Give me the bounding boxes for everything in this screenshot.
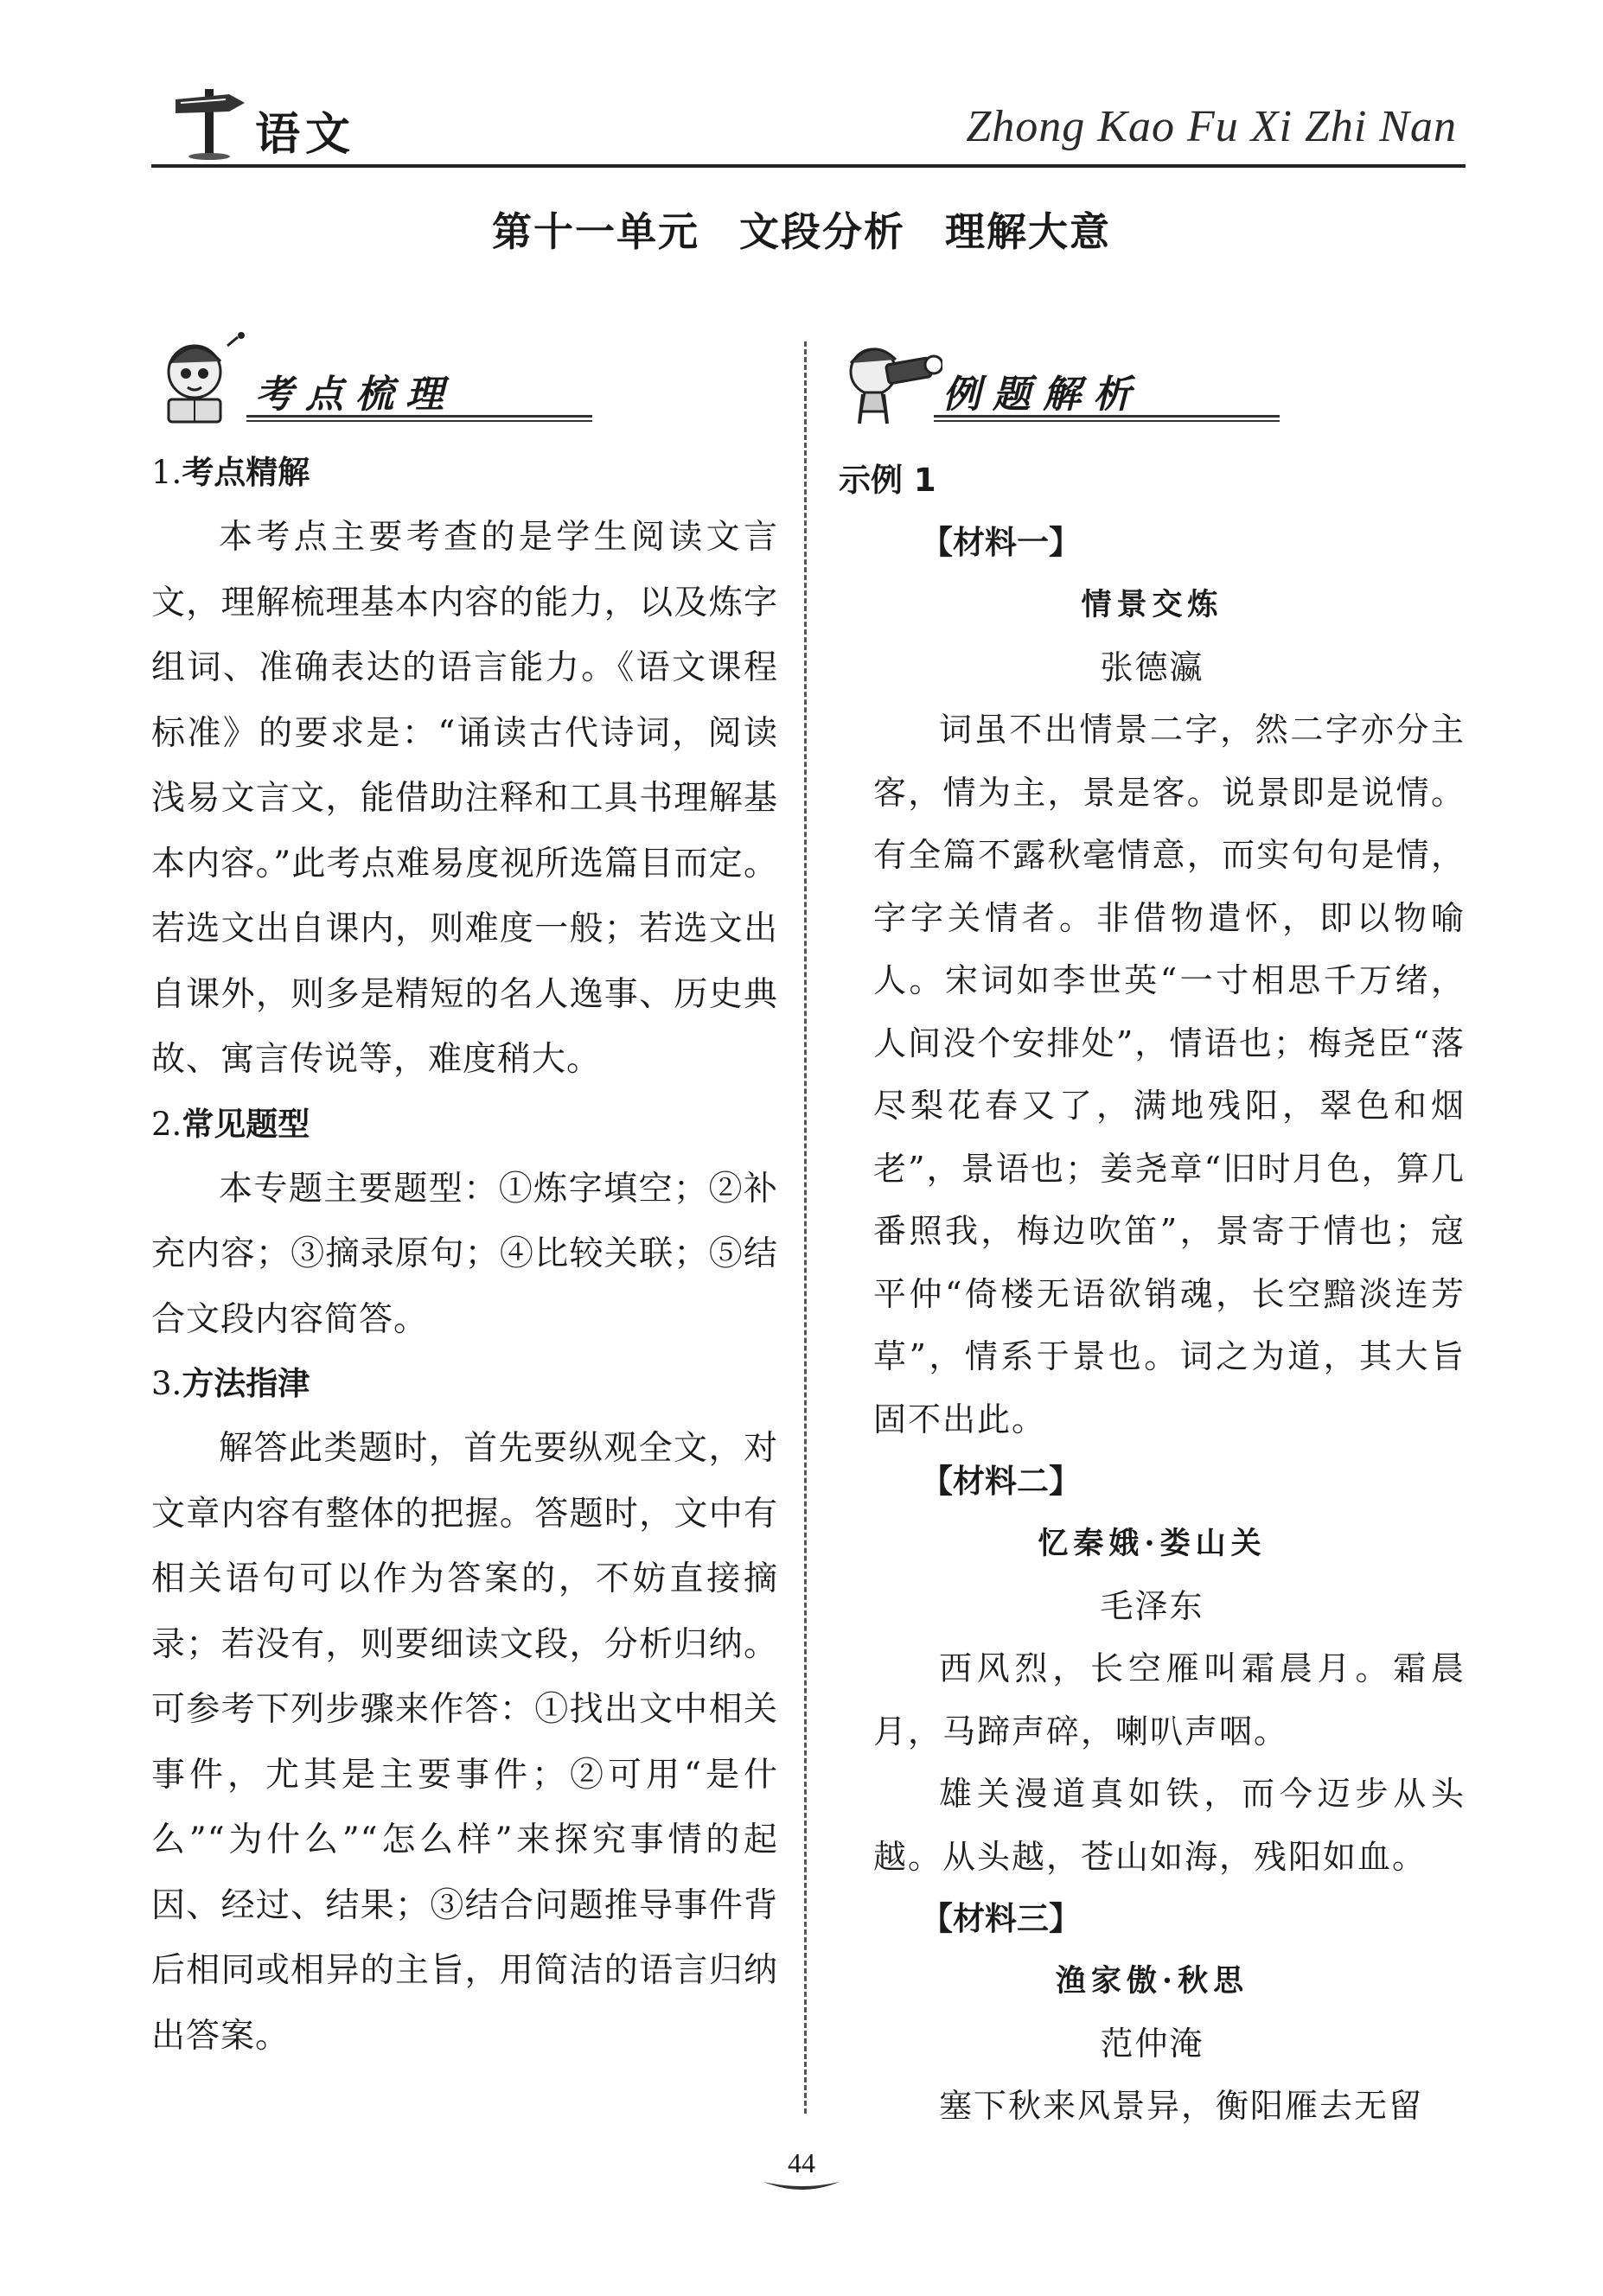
material-title: 渔家傲·秋思 [1055,1963,1249,1999]
item-3 [151,1352,778,2069]
material-label: 【材料二】 [921,1463,1081,1500]
material-1 [839,512,1466,1451]
unit-title-part2: 文段分析 [739,208,905,255]
subject-label: 语文 [255,108,356,161]
paragraph: 解答此类题时，首先要纵观全文，对文章内容有整体的把握。答题时，文中有相关语句可以作为答案的，不妨直接摘录；若没有，则要细读文段，分析归纳。可参考下列步骤来作答：①找出文中相关事件，尤其是主要事件；②可用“是什么”“为什么”“怎么样”来探究事情的起因、经过、结果；③结合问题推导事件背后相同或相异的主旨，用简洁的语言归纳出答案。 [151,1429,778,2056]
material-author: 范仲淹 [1100,2025,1204,2063]
page-footer [758,2144,845,2196]
item-title-text: 方法指津 [182,1365,310,1402]
item-title [151,441,778,505]
paragraph: 本考点主要考查的是学生阅读文言文，理解梳理基本内容的能力，以及炼字组词、准确表达的语言能力。《语文课程标准》的要求是：“诵读古代诗词，阅读浅易文言文，能借助注释和工具书理解基本内容。”此考点难易度视所选篇目而定。若选文出自课内，则难度一般；若选文出自课外，则多是精短的名人逸事、历史典故、寓言传说等，难度稍大。 [151,518,778,1079]
section-rule-left [246,415,592,422]
item-title [151,1352,778,1416]
material-paragraph: 雄关漫道真如铁，而今迈步从头越。从头越，苍山如海，残阳如血。 [873,1775,1466,1876]
paragraph: 本专题主要题型：①炼字填空；②补充内容；③摘录原句；④比较关联；⑤结合文段内容简答。 [151,1169,778,1339]
section-head-right [839,328,1466,441]
item-1 [151,441,778,1093]
column-divider [804,341,807,2114]
item-number: 2. [151,1105,182,1143]
item-number: 3. [151,1365,182,1402]
material-author: 毛泽东 [1100,1587,1204,1625]
material-label: 【材料三】 [921,1900,1081,1937]
header-rule [151,164,1466,168]
section-title-kaodian: 考点梳理 [255,373,456,417]
left-column [151,328,778,2069]
material-paragraph: 西风烈，长空雁叫霜晨月。霜晨月，马蹄声碎，喇叭声咽。 [873,1649,1466,1751]
item-title-text: 考点精解 [182,454,310,491]
material-author: 张德瀛 [1100,648,1204,686]
reading-mascot-icon [151,328,255,432]
page-header [151,82,1466,164]
item-number: 1. [151,454,182,491]
right-column [839,328,1466,2138]
material-title: 忆秦娥·娄山关 [1038,1526,1267,1561]
signpost-icon [169,82,255,160]
section-rule-right [934,415,1280,422]
unit-title-part1: 第十一单元 [491,208,699,255]
item-title-text: 常见题型 [182,1105,310,1143]
book-title-pinyin: Zhong Kao Fu Xi Zhi Nan [966,102,1457,151]
page-number: 44 [788,2147,815,2178]
section-head-left [151,328,778,441]
material-label: 【材料一】 [921,524,1081,561]
telescope-mascot-icon [839,328,942,432]
material-2 [839,1451,1466,1888]
material-3 [839,1888,1466,2138]
unit-title-part3: 理解大意 [945,208,1112,255]
item-title [151,1093,778,1157]
example-label: 示例 1 [839,462,936,499]
unit-title [0,201,1603,258]
item-2 [151,1093,778,1353]
material-paragraph: 塞下秋来风景异，衡阳雁去无留 [939,2087,1424,2125]
material-paragraph: 词虽不出情景二字，然二字亦分主客，情为主，景是客。说景即是说情。有全篇不露秋毫情意，而实句句是情，字字关情者。非借物遣怀，即以物喻人。宋词如李世英“一寸相思千万绪，人间没个安排处”，情语也；梅尧臣“落尽梨花春又了，满地残阳，翠色和烟老”，景语也；姜尧章“旧时月色，算几番照我，梅边吹笛”，景寄于情也；寇平仲“倚楼无语欲销魂，长空黯淡连芳草”，情系于景也。词之为道，其大旨固不出此。 [873,711,1466,1438]
section-title-liti: 例题解析 [942,373,1143,417]
material-title: 情景交炼 [1081,587,1223,622]
